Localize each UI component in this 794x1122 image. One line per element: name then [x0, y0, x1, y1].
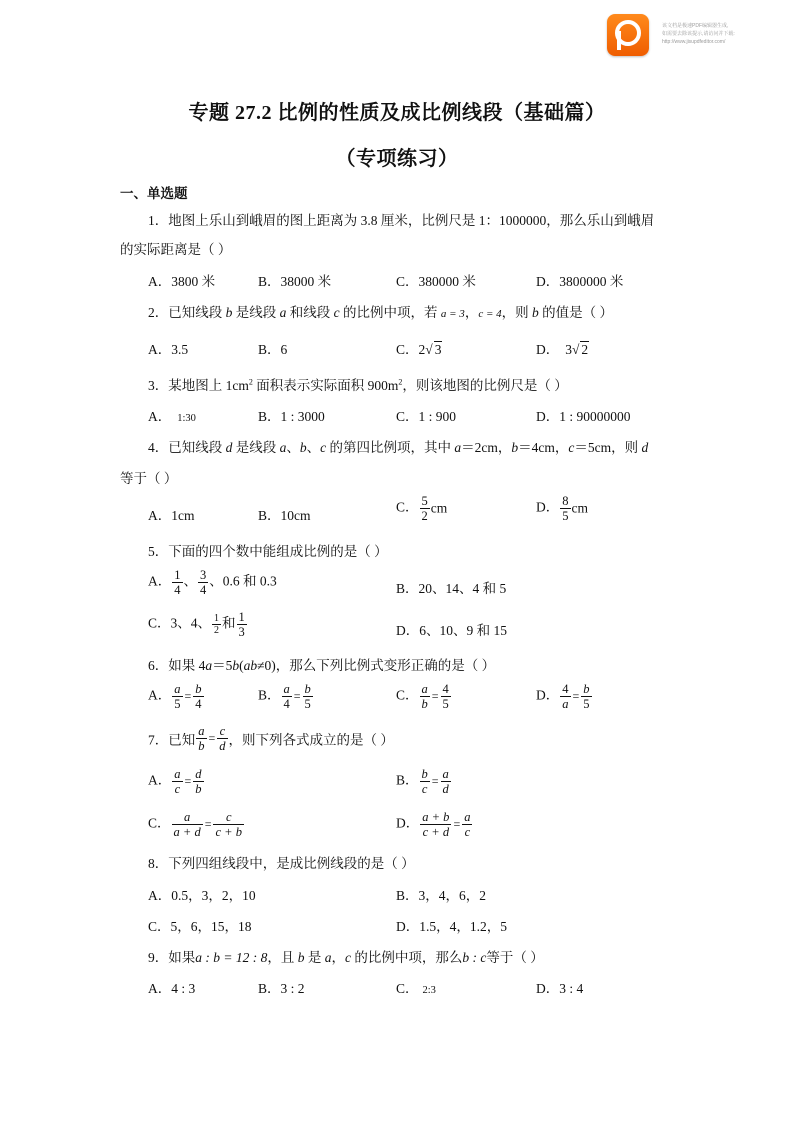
q9-option-b: B．3 : 2 — [258, 981, 305, 996]
question-8-stem: 8．下列四组线段中，是成比例线段的是（ ） — [148, 856, 415, 871]
q7-option-b: B． $\frac{b}{c}$ = $\frac{a}{d}$ — [396, 767, 449, 796]
q4-option-a: A．1cm — [148, 508, 195, 523]
q4-option-d: D． $\frac{8}{5}$ cm — [536, 494, 588, 523]
question-2-stem: 2．已知线段 b 是线段 a 和线段 c 的比例中项，若 a = 3，c = 4，则 b 的值是（ ） — [148, 305, 613, 320]
watermark-text — [662, 22, 792, 46]
q3-option-a: A． 1:30 — [148, 409, 196, 424]
q3-option-d: D．1 : 90000000 — [536, 409, 631, 424]
q2-option-a: A．3.5 — [148, 342, 189, 357]
q4-option-b: B．10cm — [258, 508, 311, 523]
q2-option-b: B．6 — [258, 342, 288, 357]
q6-option-a: A． $\frac{a}{5}$ = $\frac{b}{4}$ — [148, 682, 202, 711]
q5-option-b: B．20、14、4 和 5 — [396, 581, 507, 596]
sqrt-symbol: √ 2 — [572, 342, 589, 357]
section-heading: 一、单选题 — [120, 186, 188, 201]
q1-option-a: A．3800 米 — [148, 274, 216, 289]
q5-option-c: C．3、4、 $\frac{1}{2}$ 和 $\frac{1}{3}$ — [148, 610, 245, 639]
question-1-stem: 1．地图上乐山到峨眉的图上距离为 3.8 厘米，比例尺是 1：1000000，那么乐山到峨眉 — [148, 213, 655, 228]
q6-option-d: D． $\frac{4}{a}$ = $\frac{b}{5}$ — [536, 682, 590, 711]
q5-option-a: A． $\frac{1}{4}$ 、 $\frac{3}{4}$ 、0.6 和 0.3 — [148, 568, 277, 597]
q3-option-b: B．1 : 3000 — [258, 409, 325, 424]
q1-option-c: C．380000 米 — [396, 274, 476, 289]
question-4-stem-cont: 等于（ ） — [120, 471, 178, 486]
watermark-line-3: http://www.jisupdfeditor.com/ — [662, 39, 726, 45]
q1-option-b: B．38000 米 — [258, 274, 332, 289]
q9-option-d: D．3 : 4 — [536, 981, 584, 996]
q7-option-d: D． $\frac{a + b}{c + d}$ = $\frac{a}{c}$ — [396, 810, 471, 839]
q9-option-a: A．4 : 3 — [148, 981, 196, 996]
question-3-stem: 3．某地图上 $1cm^2$ 面积表示实际面积 $900m^2$，则该地图的比例尺是（ ） — [148, 377, 568, 393]
question-6-stem: 6．如果 4a＝5b(ab≠0)，那么下列比例式变形正确的是（ ） — [148, 658, 496, 673]
watermark-line-2: 如需要去除该提示,请访问并下载: — [662, 31, 735, 37]
question-1-stem-cont: 的实际距离是（ ） — [120, 242, 232, 257]
q8-option-c: C．5，6，15，18 — [148, 919, 252, 934]
q2-option-c: C．2√ 3 — [396, 342, 442, 357]
q1-option-d: D．3800000 米 — [536, 274, 624, 289]
q6-option-b: B． $\frac{a}{4}$ = $\frac{b}{5}$ — [258, 682, 311, 711]
page-title: 专题 27.2 比例的性质及成比例线段（基础篇） — [188, 102, 606, 124]
sqrt-symbol: √ 3 — [425, 342, 442, 357]
question-7-stem: 7．已知 $\frac{a}{b}$ = $\frac{c}{d}$ ，则下列各式成立的是（ ） — [148, 724, 394, 753]
q7-option-a: A． $\frac{a}{c}$ = $\frac{d}{b}$ — [148, 767, 202, 796]
page-subtitle: （专项练习） — [335, 148, 459, 170]
q7-option-c: C． $\frac{a}{a + d}$ = $\frac{c}{c + b}$ — [148, 810, 242, 839]
q9-option-c: C． 2:3 — [396, 981, 436, 996]
question-5-stem: 5．下面的四个数中能组成比例的是（ ） — [148, 544, 388, 559]
watermark-line-1: 该文档是极速PDF编辑器生成, — [662, 23, 729, 29]
pdf-editor-logo-icon — [607, 14, 649, 56]
q2-option-d: D． 3√ 2 — [536, 342, 589, 357]
q6-option-c: C． $\frac{a}{b}$ = $\frac{4}{5}$ — [396, 682, 449, 711]
fraction: $\frac{5}{2}$ — [421, 494, 428, 523]
question-9-stem: 9．如果a : b = 12 : 8，且 b 是 a，c 的比例中项，那么b : c等于（ ） — [148, 950, 544, 965]
question-4-stem: 4．已知线段 d 是线段 a、b、c 的第四比例项，其中 a＝2cm，b＝4cm，c＝5cm，则 d — [148, 440, 649, 455]
q3-option-c: C．1 : 900 — [396, 409, 457, 424]
fraction: $\frac{8}{5}$ — [562, 494, 569, 523]
q8-option-a: A．0.5，3，2，10 — [148, 888, 256, 903]
q4-option-c: C． $\frac{5}{2}$ cm — [396, 494, 448, 523]
q8-option-b: B．3，4，6，2 — [396, 888, 487, 903]
q8-option-d: D．1.5，4，1.2，5 — [396, 919, 507, 934]
q5-option-d: D．6、10、9 和 15 — [396, 623, 507, 638]
